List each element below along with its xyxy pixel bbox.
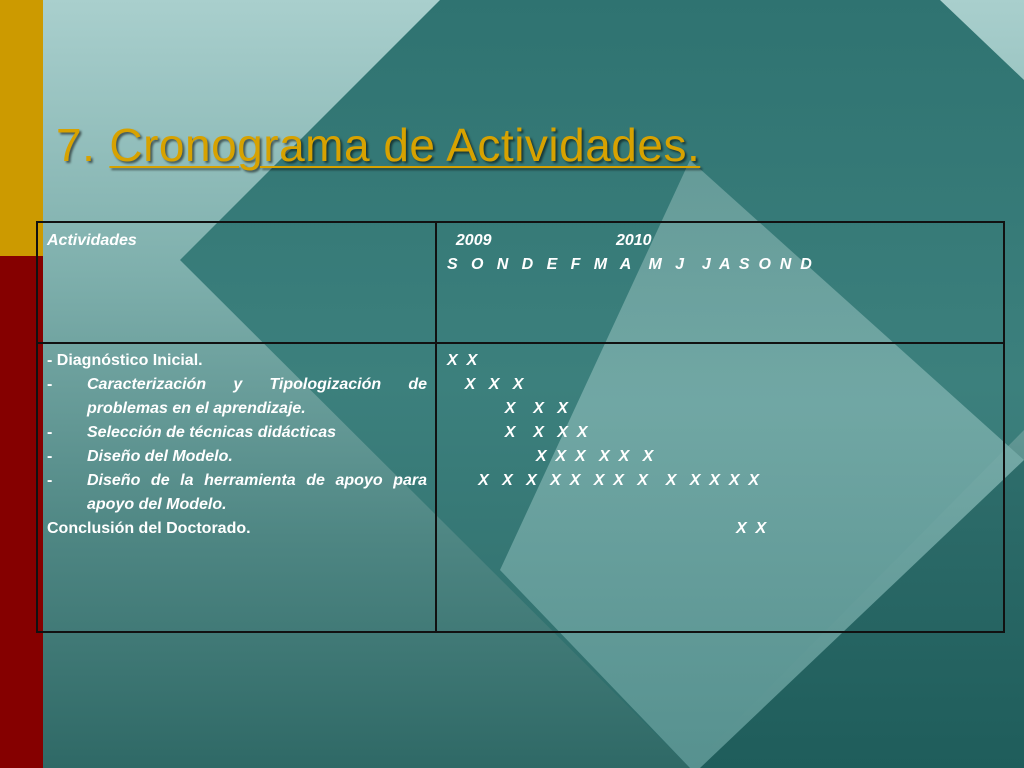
timeline-marks-row: X X <box>447 352 478 369</box>
timeline-marks-row: X X X X X X X X X X X X X <box>447 472 760 489</box>
header-activities-label: Actividades <box>47 232 137 249</box>
accent-bar-gold <box>0 0 43 256</box>
slide-title-text: Cronograma de Actividades. <box>109 119 701 171</box>
activities-cell <box>38 344 437 631</box>
timeline-marks-row: X X X X X X <box>447 448 654 465</box>
activity-item: Diseño del Modelo. <box>87 448 233 465</box>
activity-item: Caracterización y Tipologización de problemas en el aprendizaje. <box>87 376 427 417</box>
schedule-table <box>36 221 1005 633</box>
slide-title <box>56 118 700 172</box>
header-activities-cell <box>38 223 437 344</box>
activity-dash: - <box>47 376 53 393</box>
timeline-cell <box>437 344 1003 631</box>
activities-title: - Diagnóstico Inicial. <box>47 352 203 369</box>
activity-dash: - <box>47 448 53 465</box>
activity-dash: - <box>47 424 53 441</box>
activities-conclusion: Conclusión del Doctorado. <box>47 520 251 537</box>
timeline-marks-row: X X X <box>447 400 568 417</box>
timeline-marks-row: X X X <box>447 376 524 393</box>
timeline-marks-row: X X X X <box>447 424 588 441</box>
activity-dash: - <box>47 472 53 489</box>
timeline-marks-row: X X <box>447 520 767 537</box>
activity-item: Selección de técnicas didácticas <box>87 424 337 441</box>
header-timeline-cell <box>437 223 1003 344</box>
header-months: S O N D E F M A M J J A S O N D <box>447 256 812 273</box>
activity-item: Diseño de la herramienta de apoyo para apoyo del Modelo. <box>87 472 427 513</box>
header-years: 2009 2010 <box>447 232 652 249</box>
slide-title-number: 7. <box>56 119 96 171</box>
